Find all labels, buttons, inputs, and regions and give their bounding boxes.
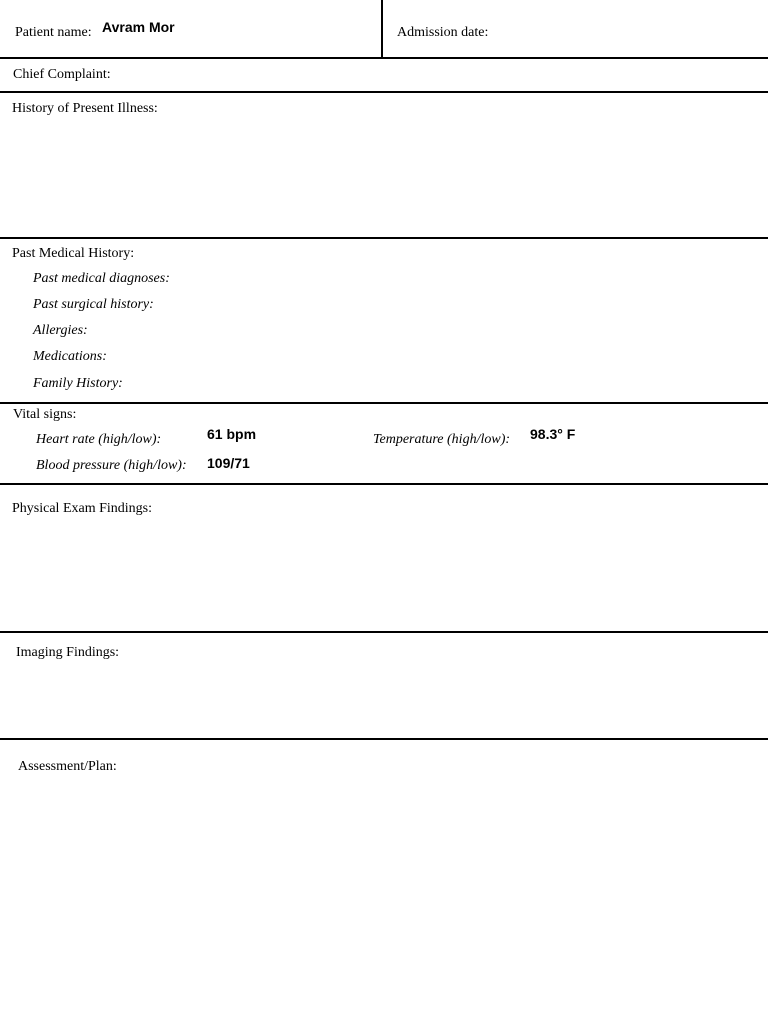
pmh-allergies-label: Allergies:	[33, 323, 88, 338]
patient-name-label: Patient name:	[15, 25, 92, 40]
physical-exam-label: Physical Exam Findings:	[12, 501, 152, 516]
pmh-surgical-label: Past surgical history:	[33, 297, 154, 312]
rule-hpi	[0, 237, 768, 239]
imaging-label: Imaging Findings:	[16, 645, 120, 660]
temperature-value[interactable]: 98.3° F	[530, 426, 576, 442]
pmh-diagnoses-label: Past medical diagnoses:	[33, 271, 170, 286]
vitals-label: Vital signs:	[13, 407, 77, 422]
heart-rate-label: Heart rate (high/low):	[36, 432, 162, 447]
pmh-medications-label: Medications:	[33, 349, 107, 364]
rule-imaging	[0, 738, 768, 740]
hpi-label: History of Present Illness:	[12, 101, 158, 116]
rule-pmh	[0, 402, 768, 404]
header-divider	[381, 0, 383, 58]
rule-physical-exam	[0, 631, 768, 633]
heart-rate-value[interactable]: 61 bpm	[207, 426, 257, 442]
pmh-label: Past Medical History:	[12, 246, 135, 261]
rule-vitals	[0, 483, 768, 485]
patient-name-value[interactable]: Avram Mor	[102, 19, 175, 35]
chief-complaint-label: Chief Complaint:	[13, 67, 111, 82]
temperature-label: Temperature (high/low):	[373, 432, 511, 447]
admission-date-label: Admission date:	[397, 25, 489, 40]
assessment-label: Assessment/Plan:	[18, 759, 117, 774]
blood-pressure-value[interactable]: 109/71	[207, 455, 250, 471]
pmh-family-history-label: Family History:	[33, 376, 123, 391]
rule-header	[0, 57, 768, 59]
rule-chief-complaint	[0, 91, 768, 93]
blood-pressure-label: Blood pressure (high/low):	[36, 458, 187, 473]
